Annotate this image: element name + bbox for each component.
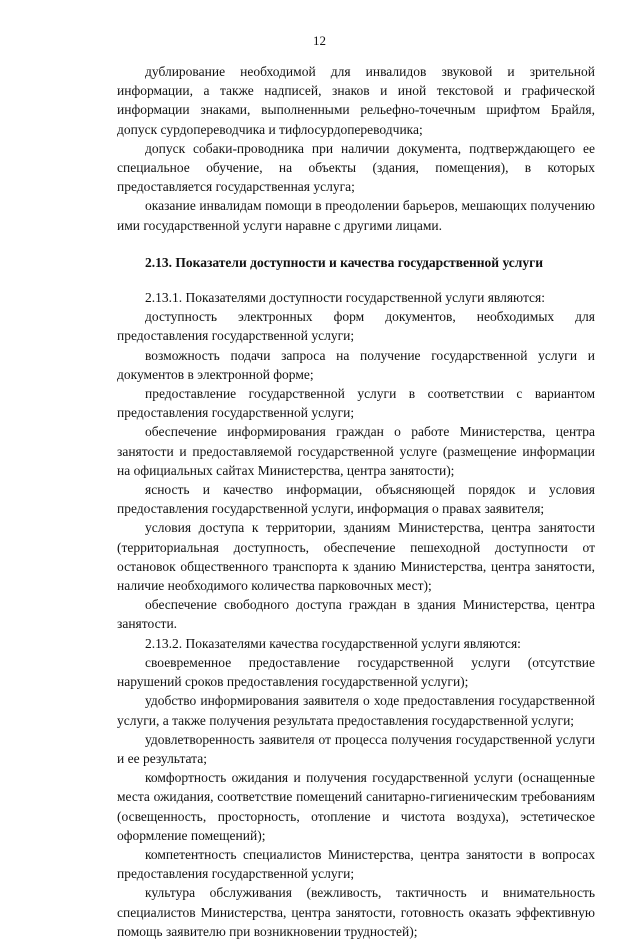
paragraph: 2.13.2. Показателями качества государственной услуги являются: <box>145 635 521 651</box>
paragraph: культура обслуживания (вежливость, тактичность и внимательность специалистов Министерства, центра занятости, готовность оказать эффективную помощь заявителю при возникновении трудностей); <box>117 885 595 939</box>
paragraph: компетентность специалистов Министерства, центра занятости в вопросах предоставления государственной услуги; <box>117 846 595 882</box>
paragraph: обеспечение информирования граждан о работе Министерства, центра занятости и предоставляемой государственной услуге (размещение информации на официальных сайтах Министерства, центра занятости); <box>117 424 595 478</box>
paragraph: обеспечение свободного доступа граждан в здания Министерства, центра занятости. <box>117 597 595 632</box>
paragraph: комфортность ожидания и получения государственной услуги (оснащенные места ожидания, соответствие помещений санитарно-гигиеническим требованиям (освещенность, просторность, отопление и чистота воздуха), эстетическое оформление помещений); <box>117 770 595 843</box>
paragraph: удобство информирования заявителя о ходе предоставления государственной услуги, а также получения результата предоставления государственной услуги; <box>117 693 595 728</box>
paragraph: допуск собаки-проводника при наличии документа, подтверждающего ее специальное обучение, на объекты (здания, помещения), в которых предоставляется государственная услуга; <box>117 140 595 195</box>
section-heading: 2.13. Показатели доступности и качества государственной услуги <box>145 254 543 270</box>
paragraph: 2.13.1. Показателями доступности государственной услуги являются: <box>145 290 545 306</box>
page-number: 12 <box>313 33 326 48</box>
paragraph: своевременное предоставление государственной услуги (отсутствие нарушений сроков предоставления государственной услуги); <box>117 654 595 690</box>
paragraph: доступность электронных форм документов, необходимых для предоставления государственной услуги; <box>117 309 595 344</box>
paragraph: предоставление государственной услуги в соответствии с вариантом предоставления государственной услуги; <box>117 386 595 421</box>
document-body <box>117 62 595 941</box>
paragraph: ясность и качество информации, объясняющей порядок и условия предоставления государственной услуги, информация о правах заявителя; <box>117 482 595 517</box>
paragraph: возможность подачи запроса на получение государственной услуги и документов в электронной форме; <box>117 347 595 382</box>
paragraph: условия доступа к территории, зданиям Министерства, центра занятости (территориальная доступность, обеспечение пешеходной доступности от остановок общественного транспорта к зданию Министерства, центра занятости, наличие необходимого количества парковочных мест); <box>117 520 595 594</box>
paragraph: удовлетворенность заявителя от процесса получения государственной услуги и ее результата; <box>117 731 595 766</box>
paragraph: оказание инвалидам помощи в преодолении барьеров, мешающих получению ими государственной услуги наравне с другими лицами. <box>117 198 595 233</box>
paragraph: дублирование необходимой для инвалидов звуковой и зрительной информации, а также надписей, знаков и иной текстовой и графической информации знаками, выполненными рельефно-точечным шрифтом Брайля, допуск сурдопереводчика и тифлосурдопереводчика; <box>117 64 595 137</box>
